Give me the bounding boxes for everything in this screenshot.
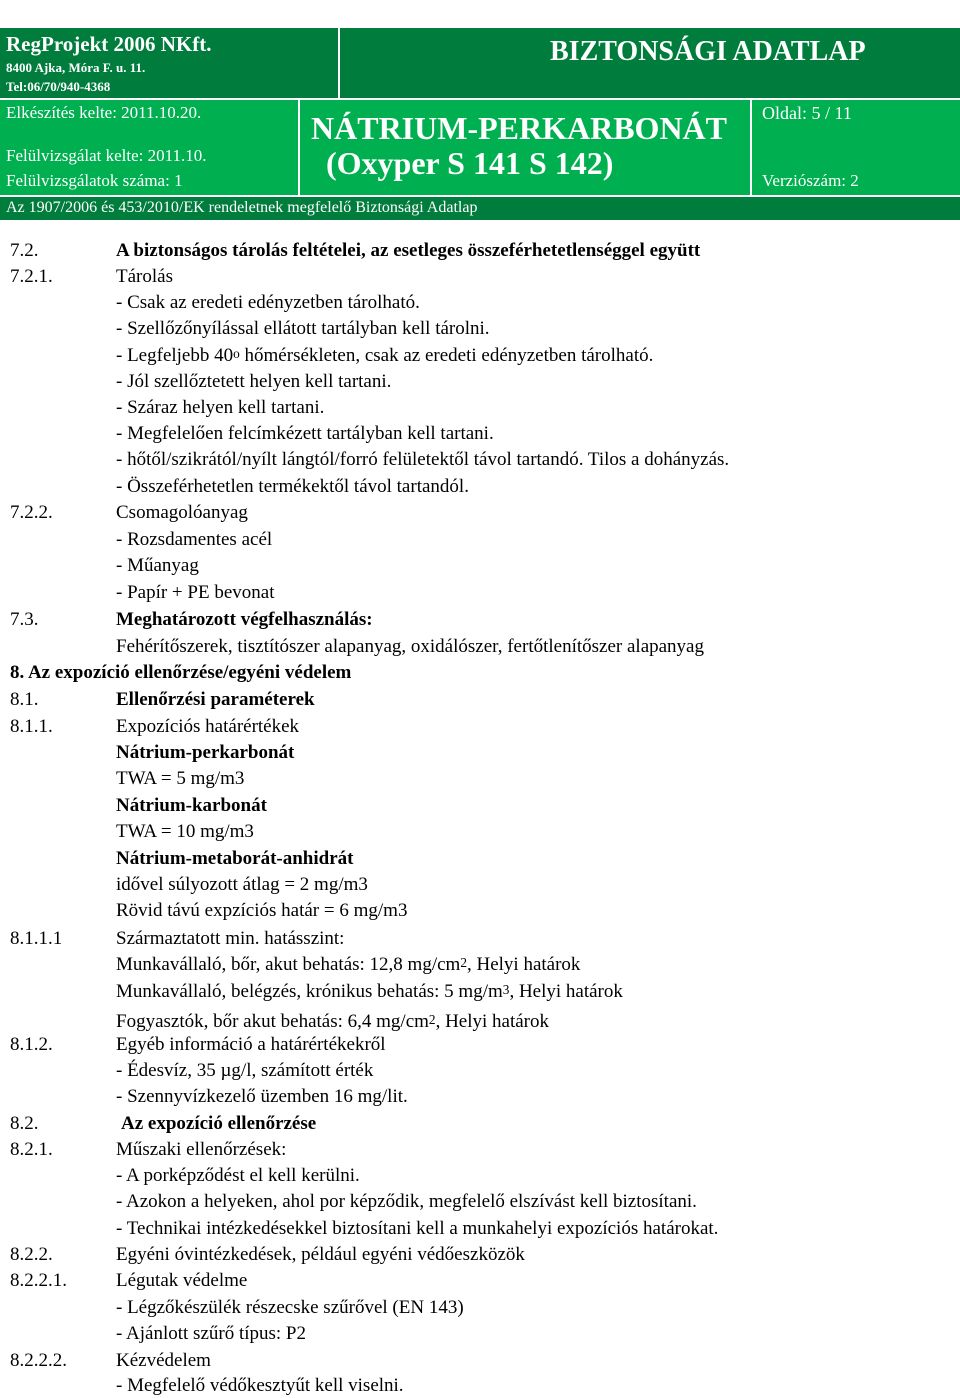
company-address: 8400 Ajka, Móra F. u. 11. [6, 60, 146, 75]
section-8-2-2-2-title: Kézvédelem [116, 1350, 211, 1371]
section-8-2-2-number: 8.2.2. [10, 1244, 53, 1265]
section-8-1-1-number: 8.1.1. [10, 716, 53, 737]
substance-limit: idővel súlyozott átlag = 2 mg/m3 [116, 874, 368, 895]
section-8-1-2-title: Egyéb információ a határértékekről [116, 1034, 386, 1055]
regulation-text: Az 1907/2006 és 453/2010/EK rendeletnek megfelelő Biztonsági Adatlap [6, 199, 478, 216]
packaging-line: - Műanyag [116, 555, 199, 576]
dnel-line [116, 1011, 549, 1034]
storage-line: - Szellőzőnyílással ellátott tartályban kell tárolni. [116, 318, 490, 339]
section-7-2-2-number: 7.2.2. [10, 502, 53, 523]
storage-line-text: - Legfeljebb 40 [116, 345, 234, 366]
engineering-control-line: - Technikai intézkedésekkel biztosítani kell a munkahelyi expozíciós határokat. [116, 1218, 719, 1239]
section-8-1-1-1-number: 8.1.1.1 [10, 928, 63, 949]
substance-limit: TWA = 10 mg/m3 [116, 821, 254, 842]
engineering-control-line: - A porképződést el kell kerülni. [116, 1165, 360, 1186]
dnel-text: , Helyi határok [509, 981, 623, 1002]
section-8-2-1-title: Műszaki ellenőrzések: [116, 1139, 287, 1160]
substance-name: Nátrium-metaborát-anhidrát [116, 848, 354, 869]
hand-protection-line: - Megfelelő védőkesztyűt kell viselni. [116, 1375, 404, 1396]
substance-limit: TWA = 5 mg/m3 [116, 768, 245, 789]
engineering-control-line: - Azokon a helyeken, ahol por képződik, megfelelő elszívást kell biztosítani. [116, 1191, 697, 1212]
storage-line: - Összeférhetetlen termékektől távol tartandól. [116, 476, 469, 497]
section-8-1-1-1-title: Származtatott min. hatásszint: [116, 928, 345, 949]
created-date: Elkészítés kelte: 2011.10.20. [6, 103, 202, 122]
pnec-line: - Édesvíz, 35 µg/l, számított érték [116, 1060, 374, 1081]
packaging-line: - Rozsdamentes acél [116, 529, 273, 550]
substance-name: Nátrium-karbonát [116, 795, 267, 816]
dnel-text: Munkavállaló, bőr, akut behatás: 12,8 mg/cm [116, 954, 461, 975]
substance-name: Nátrium-perkarbonát [116, 742, 295, 763]
company-phone: Tel:06/70/940-4368 [6, 79, 111, 94]
pnec-line: - Szennyvízkezelő üzemben 16 mg/lit. [116, 1086, 408, 1107]
section-7-2-2-title: Csomagolóanyag [116, 502, 248, 523]
storage-line: - hőtől/szikrától/nyílt lángtól/forró felületektől távol tartandó. Tilos a dohányzás. [116, 449, 730, 470]
unit-superscript: 2 [428, 1012, 436, 1028]
packaging-line: - Papír + PE bevonat [116, 582, 275, 603]
section-7-2-1-number: 7.2.1. [10, 266, 53, 287]
page-number: Oldal: 5 / 11 [762, 103, 852, 123]
section-8-2-1-number: 8.2.1. [10, 1139, 53, 1160]
unit-superscript: 3 [502, 982, 510, 998]
section-7-3-number: 7.3. [10, 609, 39, 630]
section-7-2-1-title: Tárolás [116, 266, 173, 287]
storage-line: - Csak az eredeti edényzetben tárolható. [116, 292, 420, 313]
section-8-1-2-number: 8.1.2. [10, 1034, 53, 1055]
storage-line: - Jól szellőztetett helyen kell tartani. [116, 371, 392, 392]
section-8-1-1-title: Expozíciós határértékek [116, 716, 300, 737]
storage-line: - Száraz helyen kell tartani. [116, 397, 325, 418]
section-8-2-2-title: Egyéni óvintézkedések, például egyéni védőeszközök [116, 1244, 525, 1265]
dnel-text: Munkavállaló, belégzés, krónikus behatás: 5 mg/m [116, 981, 503, 1002]
product-subtitle: (Oxyper S 141 S 142) [326, 145, 614, 181]
storage-line: - Megfelelően felcímkézett tartályban kell tartani. [116, 423, 494, 444]
substance-limit: Rövid távú expzíciós határ = 6 mg/m3 [116, 900, 408, 921]
dnel-text: Fogyasztók, bőr akut behatás: 6,4 mg/cm [116, 1011, 429, 1032]
doc-type: BIZTONSÁGI ADATLAP [550, 36, 866, 67]
storage-line [116, 345, 653, 368]
section-8-2-title: Az expozíció ellenőrzése [121, 1113, 317, 1134]
dnel-line [116, 954, 580, 977]
version-number: Verziószám: 2 [762, 171, 859, 190]
section-8-2-2-1-title: Légutak védelme [116, 1270, 248, 1291]
section-8-title: 8. Az expozíció ellenőrzése/egyéni védelem [10, 662, 352, 683]
dnel-text: , Helyi határok [467, 954, 581, 975]
dnel-text: , Helyi határok [435, 1011, 550, 1032]
section-8-1-title: Ellenőrzési paraméterek [116, 689, 315, 710]
unit-superscript: 2 [460, 955, 467, 971]
section-7-3-title: Meghatározott végfelhasználás: [116, 609, 373, 630]
revised-date: Felülvizsgálat kelte: 2011.10. [6, 146, 207, 165]
section-8-2-number: 8.2. [10, 1113, 39, 1134]
revision-count: Felülvizsgálatok száma: 1 [6, 171, 183, 190]
storage-line-text: hőmérsékleten, csak az eredeti edényzetben tárolható. [239, 345, 654, 366]
dnel-line [116, 981, 623, 1004]
respiratory-line: - Légzőkészülék részecske szűrővel (EN 143) [116, 1297, 464, 1318]
company-name: RegProjekt 2006 NKft. [6, 32, 212, 56]
section-7-2-number: 7.2. [10, 240, 39, 261]
section-8-1-number: 8.1. [10, 689, 39, 710]
degree-superscript: o [233, 346, 240, 362]
section-7-3-text: Fehérítőszerek, tisztítószer alapanyag, oxidálószer, fertőtlenítőszer alapanyag [116, 636, 704, 657]
product-name: NÁTRIUM-PERKARBONÁT [311, 110, 727, 146]
section-8-2-2-1-number: 8.2.2.1. [10, 1270, 67, 1291]
respiratory-line: - Ajánlott szűrő típus: P2 [116, 1323, 306, 1344]
section-8-2-2-2-number: 8.2.2.2. [10, 1350, 67, 1371]
section-7-2-title: A biztonságos tárolás feltételei, az esetleges összeférhetetlenséggel együtt [116, 240, 701, 261]
